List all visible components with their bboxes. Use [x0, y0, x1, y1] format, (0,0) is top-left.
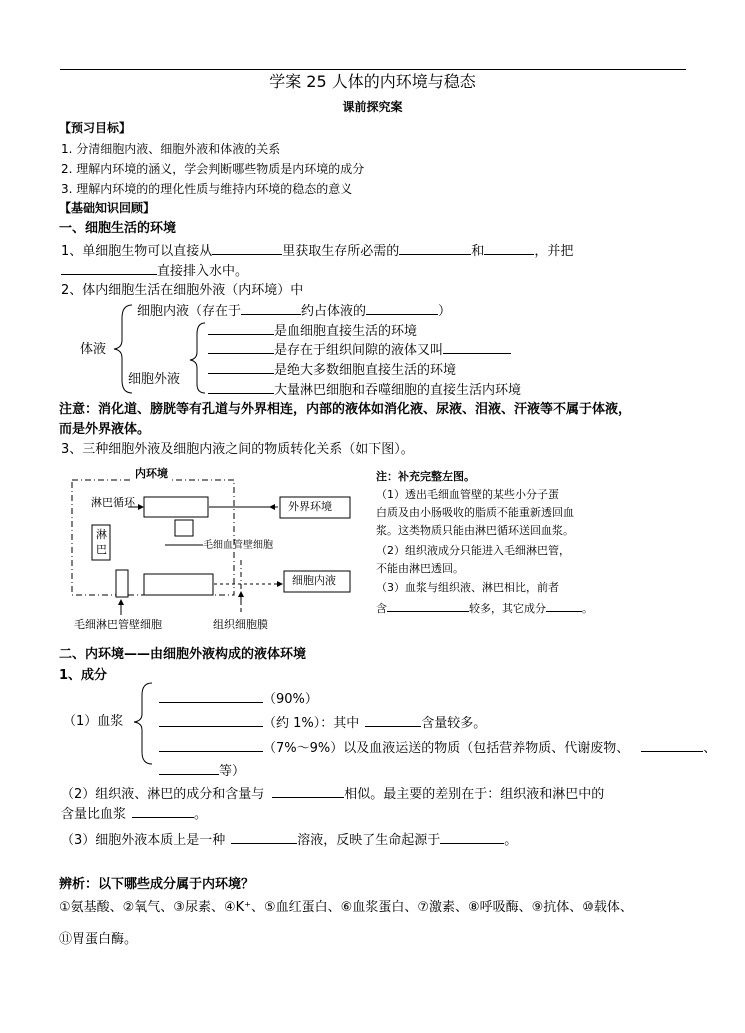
- side-note-title: 注：补充完整左图。: [376, 470, 475, 483]
- note-line: 而是外界液体。: [59, 422, 151, 437]
- diagram-lymph-cap-cell: 毛细淋巴管壁细胞: [74, 618, 162, 631]
- side-note-line: （2）组织液成分只能进入毛细淋巴管，: [376, 544, 570, 557]
- plasma-component: 等）: [159, 762, 245, 780]
- section1-title: 一、细胞生活的环境: [59, 221, 177, 236]
- side-note-line: 含 较多，其它成分 。: [376, 602, 593, 615]
- goal-item: 1. 分清细胞内液、细胞外液和体液的关系: [61, 142, 281, 156]
- plasma-label: （1）血浆: [63, 714, 124, 729]
- fill-blank[interactable]: [365, 714, 421, 727]
- goal-item: 2. 理解内环境的涵义，学会判断哪些物质是内环境的成分: [61, 162, 365, 176]
- tree-leaf: 是血细胞直接生活的环境: [208, 322, 417, 340]
- fill-blank[interactable]: [159, 739, 263, 752]
- page-title: 学案 25 人体的内环境与稳态: [269, 72, 476, 91]
- diagram-outside-env: 外界环境: [288, 500, 332, 513]
- tree-extracellular: 细胞外液: [128, 372, 181, 387]
- question-2-2-cont: 含量比血浆 。: [61, 807, 208, 822]
- question-2-3: （3）细胞外液本质上是一种 溶液，反映了生命起源于 。: [61, 833, 518, 848]
- side-note-line: 白质及由小肠吸收的脂质不能重新透回血: [376, 506, 574, 519]
- diagram-inner-env-label: 内环境: [135, 467, 168, 480]
- question-3: 3、三种细胞外液及细胞内液之间的物质转化关系（如下图）。: [61, 442, 414, 457]
- side-note-line: （1）透出毛细血管壁的某些小分子蛋: [376, 488, 559, 501]
- note-line: 注意：消化道、膀胱等有孔道与外界相连，内部的液体如消化液、尿液、泪液、汗液等不属于体液，: [59, 402, 632, 417]
- question-2: 2、体内细胞生活在细胞外液（内环境）中: [61, 283, 304, 298]
- diagram-lymph-char: 淋: [96, 528, 107, 541]
- analysis-title: 辨析：以下哪些成分属于内环境？: [59, 877, 255, 892]
- question-1: 1、单细胞生物可以直接从 里获取生存所必需的 和 ，并把: [61, 244, 574, 259]
- tree-leaf: 是存在于组织间隙的液体又叫: [208, 341, 511, 359]
- diagram-capillary-cell: 毛细血管壁细胞: [203, 540, 273, 551]
- tree-root: 体液: [80, 342, 107, 357]
- analysis-line: ⑪胃蛋白酶。: [59, 932, 138, 947]
- side-note-line: 浆。这类物质只能由淋巴循环送回血浆。: [376, 524, 574, 537]
- goal-item: 3. 理解内环境的的理化性质与维持内环境的稳态的意义: [61, 182, 353, 196]
- fill-blank[interactable]: [159, 690, 263, 703]
- diagram-tissue-membrane: 组织细胞膜: [213, 618, 268, 631]
- fill-blank[interactable]: [272, 785, 344, 798]
- question-2-2: （2）组织液、淋巴的成分和含量与 相似。最主要的差别在于：组织液和淋巴中的: [61, 787, 605, 802]
- question-1-cont: 直接排入水中。: [61, 262, 248, 280]
- diagram-lymph-circ-label: 淋巴循环: [91, 496, 135, 509]
- diagram-lymph-char: 巴: [96, 543, 107, 556]
- fill-blank[interactable]: [159, 762, 219, 775]
- basics-heading: 【基础知识回顾】: [59, 201, 156, 215]
- fill-blank[interactable]: [132, 805, 194, 818]
- goals-heading: 【预习目标】: [59, 121, 132, 135]
- plasma-component: （90%）: [159, 690, 318, 708]
- plasma-component: （7%～9%）以及血液运送的物质（包括营养物质、代谢废物、 、: [159, 739, 716, 757]
- fill-blank[interactable]: [641, 739, 703, 752]
- side-note-line: 不能由淋巴透回。: [376, 562, 464, 575]
- fill-blank[interactable]: [440, 831, 504, 844]
- tree-intracellular: 细胞内液（存在于 约占体液的 ）: [137, 304, 452, 319]
- tree-leaf: 是绝大多数细胞直接生活的环境: [208, 361, 456, 379]
- section2-title: 二、内环境——由细胞外液构成的液体环境: [59, 647, 307, 662]
- section2-sub: 1、成分: [59, 668, 108, 683]
- fill-blank[interactable]: [231, 831, 297, 844]
- side-note-line: （3）血浆与组织液、淋巴相比，前者: [376, 581, 559, 594]
- page-subtitle: 课前探究案: [342, 100, 403, 114]
- diagram-intracellular: 细胞内液: [292, 574, 336, 587]
- analysis-line: ①氨基酸、②氧气、③尿素、④K⁺、⑤血红蛋白、⑥血浆蛋白、⑦激素、⑧呼吸酶、⑨抗体、⑩载体、: [59, 900, 633, 915]
- fill-blank[interactable]: [159, 714, 263, 727]
- tree-leaf: 大量淋巴细胞和吞噬细胞的直接生活内环境: [208, 381, 521, 399]
- plasma-component: （约 1%）：其中 含量较多。: [159, 714, 486, 732]
